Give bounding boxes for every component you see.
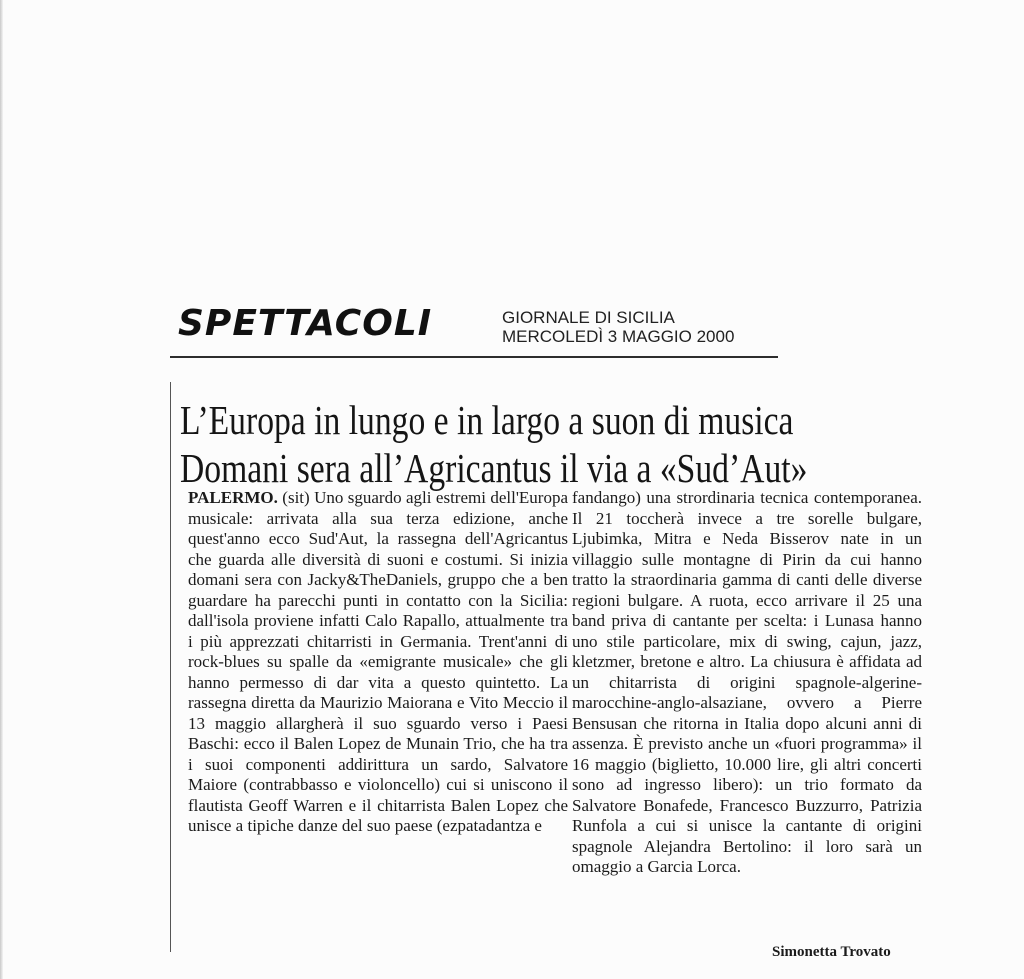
headline-line-2: Domani sera all’Agricantus il via a «Sud’Aut» bbox=[180, 445, 808, 491]
left-column-rule bbox=[170, 382, 171, 952]
masthead-rule bbox=[170, 356, 778, 358]
newspaper-clipping bbox=[170, 296, 930, 979]
body-text-left: (sit) Uno sguardo agli estremi dell'Europa musicale: arrivata alla sua terza edizione, anche quest'anno ecco Sud'Aut, la rassegna dell'Agricantus che guarda alle diversità di suoni e costumi. Si inizia domani sera con Jacky&TheDaniels, gruppo che a ben guardare ha parecchi punti in contatto con la Sicilia: dall'isola proviene infatti Calo Rapallo, attualmente tra i più apprezzati chitarristi in Germania. Trent'anni di rock-blues su spalle da «emigrante musicale» che gli hanno permesso di dar vita a questo quintetto. La rassegna diretta da Maurizio Maiorana e Vito Meccio il 13 maggio allargherà il suo sguardo verso i Paesi Baschi: ecco il Balen Lopez de Munain Trio, che ha tra i suoi componenti addirittura un sardo, Salvatore Maiore (contrabbasso e violoncello) cui si uniscono il flautista Geoff Warren e il chitarrista Balen Lopez che unisce a tipiche danze del suo paese (ezpatadantza e bbox=[188, 488, 568, 835]
byline: Simonetta Trovato bbox=[772, 944, 891, 960]
page-edge-shadow bbox=[0, 0, 3, 979]
dateline: PALERMO. bbox=[188, 488, 278, 507]
newspaper-name: GIORNALE DI SICILIA bbox=[502, 308, 675, 327]
headline bbox=[180, 396, 808, 492]
article-column-right bbox=[572, 488, 922, 878]
article-column-left bbox=[188, 488, 568, 837]
body-text-right: fandango) una strordinaria tecnica contemporanea. Il 21 toccherà invece a tre sorelle bulgare, Ljubimka, Mitra e Neda Bisserov nate in un villaggio sulle montagne di Pirin da cui hanno tratto la straordinaria gamma di canti delle diverse regioni bulgare. A ruota, ecco arrivare il 25 una band priva di cantante per scelta: i Lunasa hanno uno stile particolare, mix di swing, cajun, jazz, kletzmer, bretone e altro. La chiusura è affidata ad un chitarrista di origini spagnole-algerine- marocchine-anglo-alsaziane, ovvero a Pierre Bensusan che ritorna in Italia dopo alcuni anni di assenza. È previsto anche un «fuori programma» il 16 maggio (biglietto, 10.000 lire, gli altri concerti sono ad ingresso libero): un trio formato da Salvatore Bonafede, Francesco Buzzurro, Patrizia Runfola a cui si unisce la cantante di origini spagnole Alejandra Bertolino: il loro sarà un omaggio a Garcia Lorca. bbox=[572, 488, 922, 876]
publication-date: MERCOLEDÌ 3 MAGGIO 2000 bbox=[502, 327, 735, 346]
masthead bbox=[178, 304, 778, 346]
section-name: SPETTACOLI bbox=[178, 303, 433, 344]
headline-line-1: L’Europa in lungo e in largo a suon di musica bbox=[180, 397, 794, 443]
